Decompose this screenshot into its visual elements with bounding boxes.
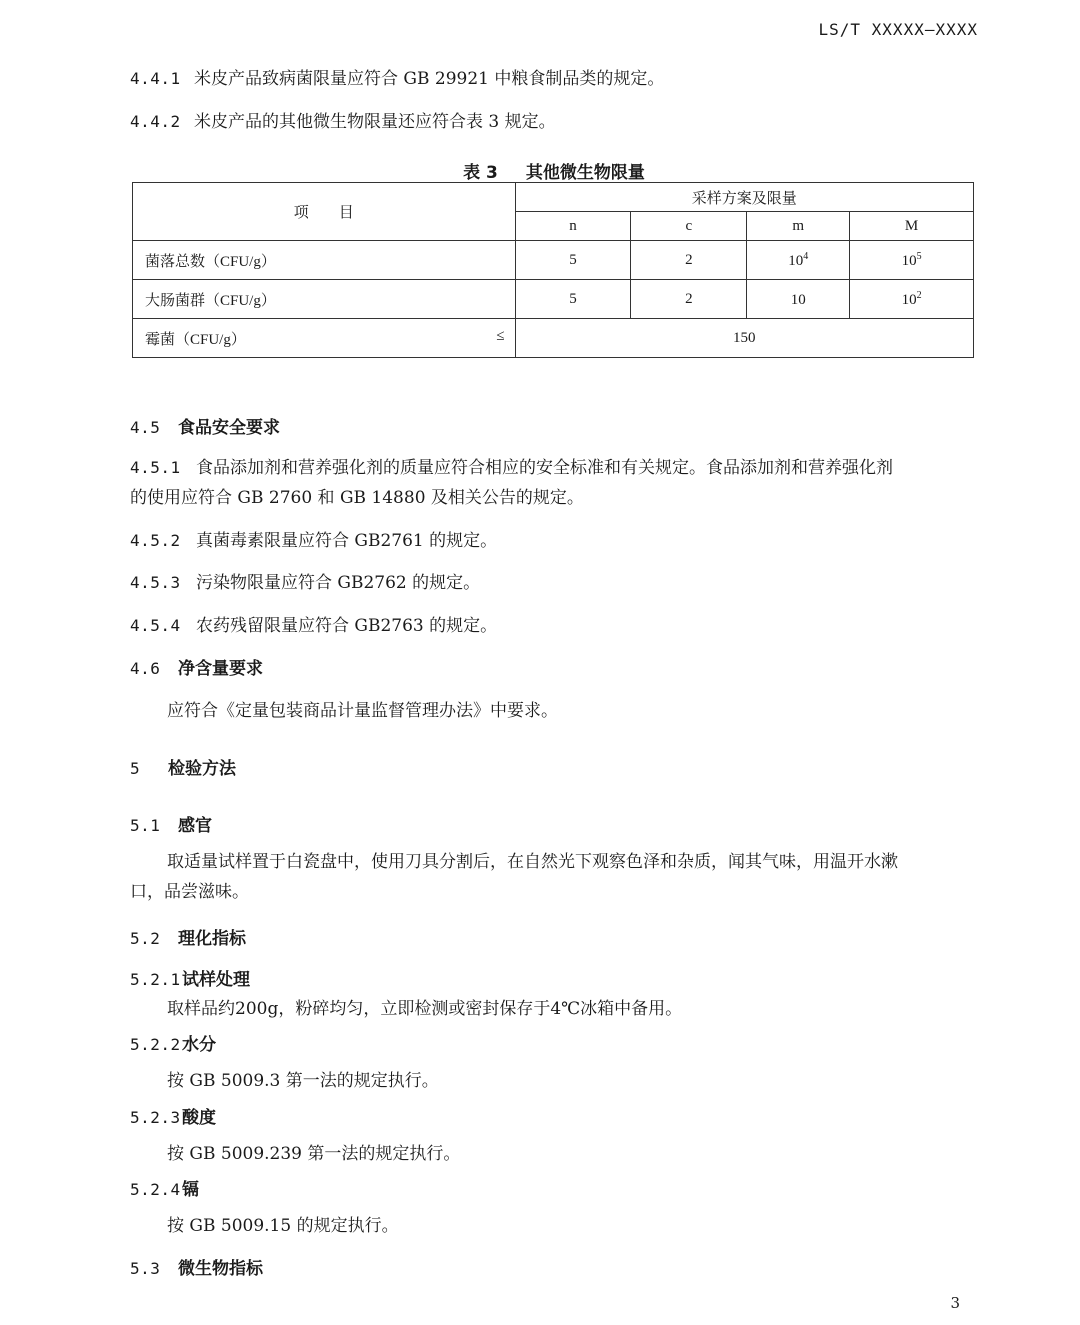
microbe-limit-table (132, 182, 974, 358)
cell-M: $10^2$ (850, 280, 974, 319)
section-5-2-1-text: 取样品约200g，粉碎均匀，立即检测或密封保存于4℃冰箱中备用。 (167, 999, 683, 1019)
section-title: 感官 (178, 816, 212, 836)
clause-number: 4.5.1 (130, 458, 181, 477)
cell-c: 2 (631, 280, 747, 319)
clause-text: 农药残留限量应符合 GB2763 的规定。 (196, 616, 498, 636)
row-item: 霉菌（CFU/g） ≤ (133, 319, 516, 358)
clause-text: 米皮产品致病菌限量应符合 GB 29921 中粮食制品类的规定。 (194, 69, 665, 89)
chapter-title: 检验方法 (168, 759, 236, 779)
section-5-2 (130, 924, 246, 949)
section-title: 水分 (182, 1035, 216, 1055)
cell-m: $10^4$ (747, 241, 850, 280)
chapter-number: 5 (130, 759, 141, 778)
clause-4-5-3 (130, 568, 480, 593)
clause-text: 污染物限量应符合 GB2762 的规定。 (196, 573, 481, 593)
row-item: 菌落总数（CFU/g） (133, 241, 516, 280)
section-title: 试样处理 (182, 970, 250, 990)
table-row (133, 319, 974, 358)
section-title: 理化指标 (178, 929, 246, 949)
section-number: 5.2.2 (130, 1035, 181, 1054)
table-row (133, 241, 974, 280)
section-number: 5.2 (130, 929, 161, 948)
cell-m: 10 (747, 280, 850, 319)
cell-n: 5 (515, 280, 631, 319)
clause-text: 真菌毒素限量应符合 GB2761 的规定。 (196, 531, 498, 551)
section-4-6-text: 应符合《定量包装商品计量监督管理办法》中要求。 (167, 701, 558, 721)
header-M: M (850, 212, 974, 241)
clause-text-line1: 食品添加剂和营养强化剂的质量应符合相应的安全标准和有关规定。食品添加剂和营养强化剂 (196, 458, 893, 478)
cell-mold-value: 150 (515, 319, 973, 358)
header-n: n (515, 212, 631, 241)
row-item: 大肠菌群（CFU/g） (133, 280, 516, 319)
section-5-2-1 (130, 965, 250, 990)
table-caption: 其他微生物限量 (525, 163, 645, 183)
clause-number: 4.4.1 (130, 69, 181, 88)
paragraph-line1: 取适量试样置于白瓷盘中，使用刀具分割后，在自然光下观察色泽和杂质，闻其气味，用温开水漱 (167, 852, 898, 872)
section-number: 5.2.1 (130, 970, 181, 989)
section-5-3 (130, 1254, 263, 1279)
clause-4-5-1 (130, 453, 980, 513)
section-5-2-4 (130, 1175, 199, 1200)
clause-number: 4.5.3 (130, 573, 181, 592)
table-title (0, 158, 1080, 183)
page-number: 3 (950, 1294, 960, 1312)
clause-text: 米皮产品的其他微生物限量还应符合表 3 规定。 (194, 112, 556, 132)
clause-4-4-2 (130, 107, 556, 132)
paragraph-line2: 口，品尝滋味。 (130, 882, 249, 902)
section-5-2-4-text: 按 GB 5009.15 的规定执行。 (167, 1216, 399, 1236)
cell-c: 2 (631, 241, 747, 280)
header-sampling-plan: 采样方案及限量 (515, 183, 973, 212)
section-title: 微生物指标 (178, 1259, 263, 1279)
less-equal-sign: ≤ (496, 327, 505, 344)
clause-4-5-4 (130, 611, 497, 636)
section-4-5 (130, 413, 280, 438)
section-number: 5.2.3 (130, 1108, 181, 1127)
section-title: 镉 (182, 1180, 199, 1200)
section-title: 净含量要求 (178, 659, 263, 679)
section-5-1 (130, 811, 212, 836)
section-title: 食品安全要求 (178, 418, 280, 438)
section-5-1-text (130, 847, 980, 907)
header-item: 项 目 (133, 183, 516, 241)
section-5-2-2-text: 按 GB 5009.3 第一法的规定执行。 (167, 1071, 439, 1091)
section-4-6 (130, 654, 263, 679)
cell-M: $10^5$ (850, 241, 974, 280)
standard-code: LS/T XXXXX—XXXX (818, 20, 978, 39)
header-c: c (631, 212, 747, 241)
section-number: 5.1 (130, 816, 161, 835)
clause-text-line2: 的使用应符合 GB 2760 和 GB 14880 及相关公告的规定。 (130, 488, 584, 508)
section-5-2-3 (130, 1103, 216, 1128)
section-number: 4.5 (130, 418, 161, 437)
clause-number: 4.5.4 (130, 616, 181, 635)
clause-number: 4.5.2 (130, 531, 181, 550)
section-number: 4.6 (130, 659, 161, 678)
cell-n: 5 (515, 241, 631, 280)
clause-4-5-2 (130, 526, 497, 551)
clause-4-4-1 (130, 64, 664, 89)
section-number: 5.2.4 (130, 1180, 181, 1199)
table-row (133, 280, 974, 319)
chapter-5 (130, 754, 236, 779)
section-5-2-3-text: 按 GB 5009.239 第一法的规定执行。 (167, 1144, 461, 1164)
section-number: 5.3 (130, 1259, 161, 1278)
header-m: m (747, 212, 850, 241)
section-title: 酸度 (182, 1108, 216, 1128)
section-5-2-2 (130, 1030, 216, 1055)
clause-number: 4.4.2 (130, 112, 181, 131)
table-label: 表 3 (463, 163, 498, 183)
